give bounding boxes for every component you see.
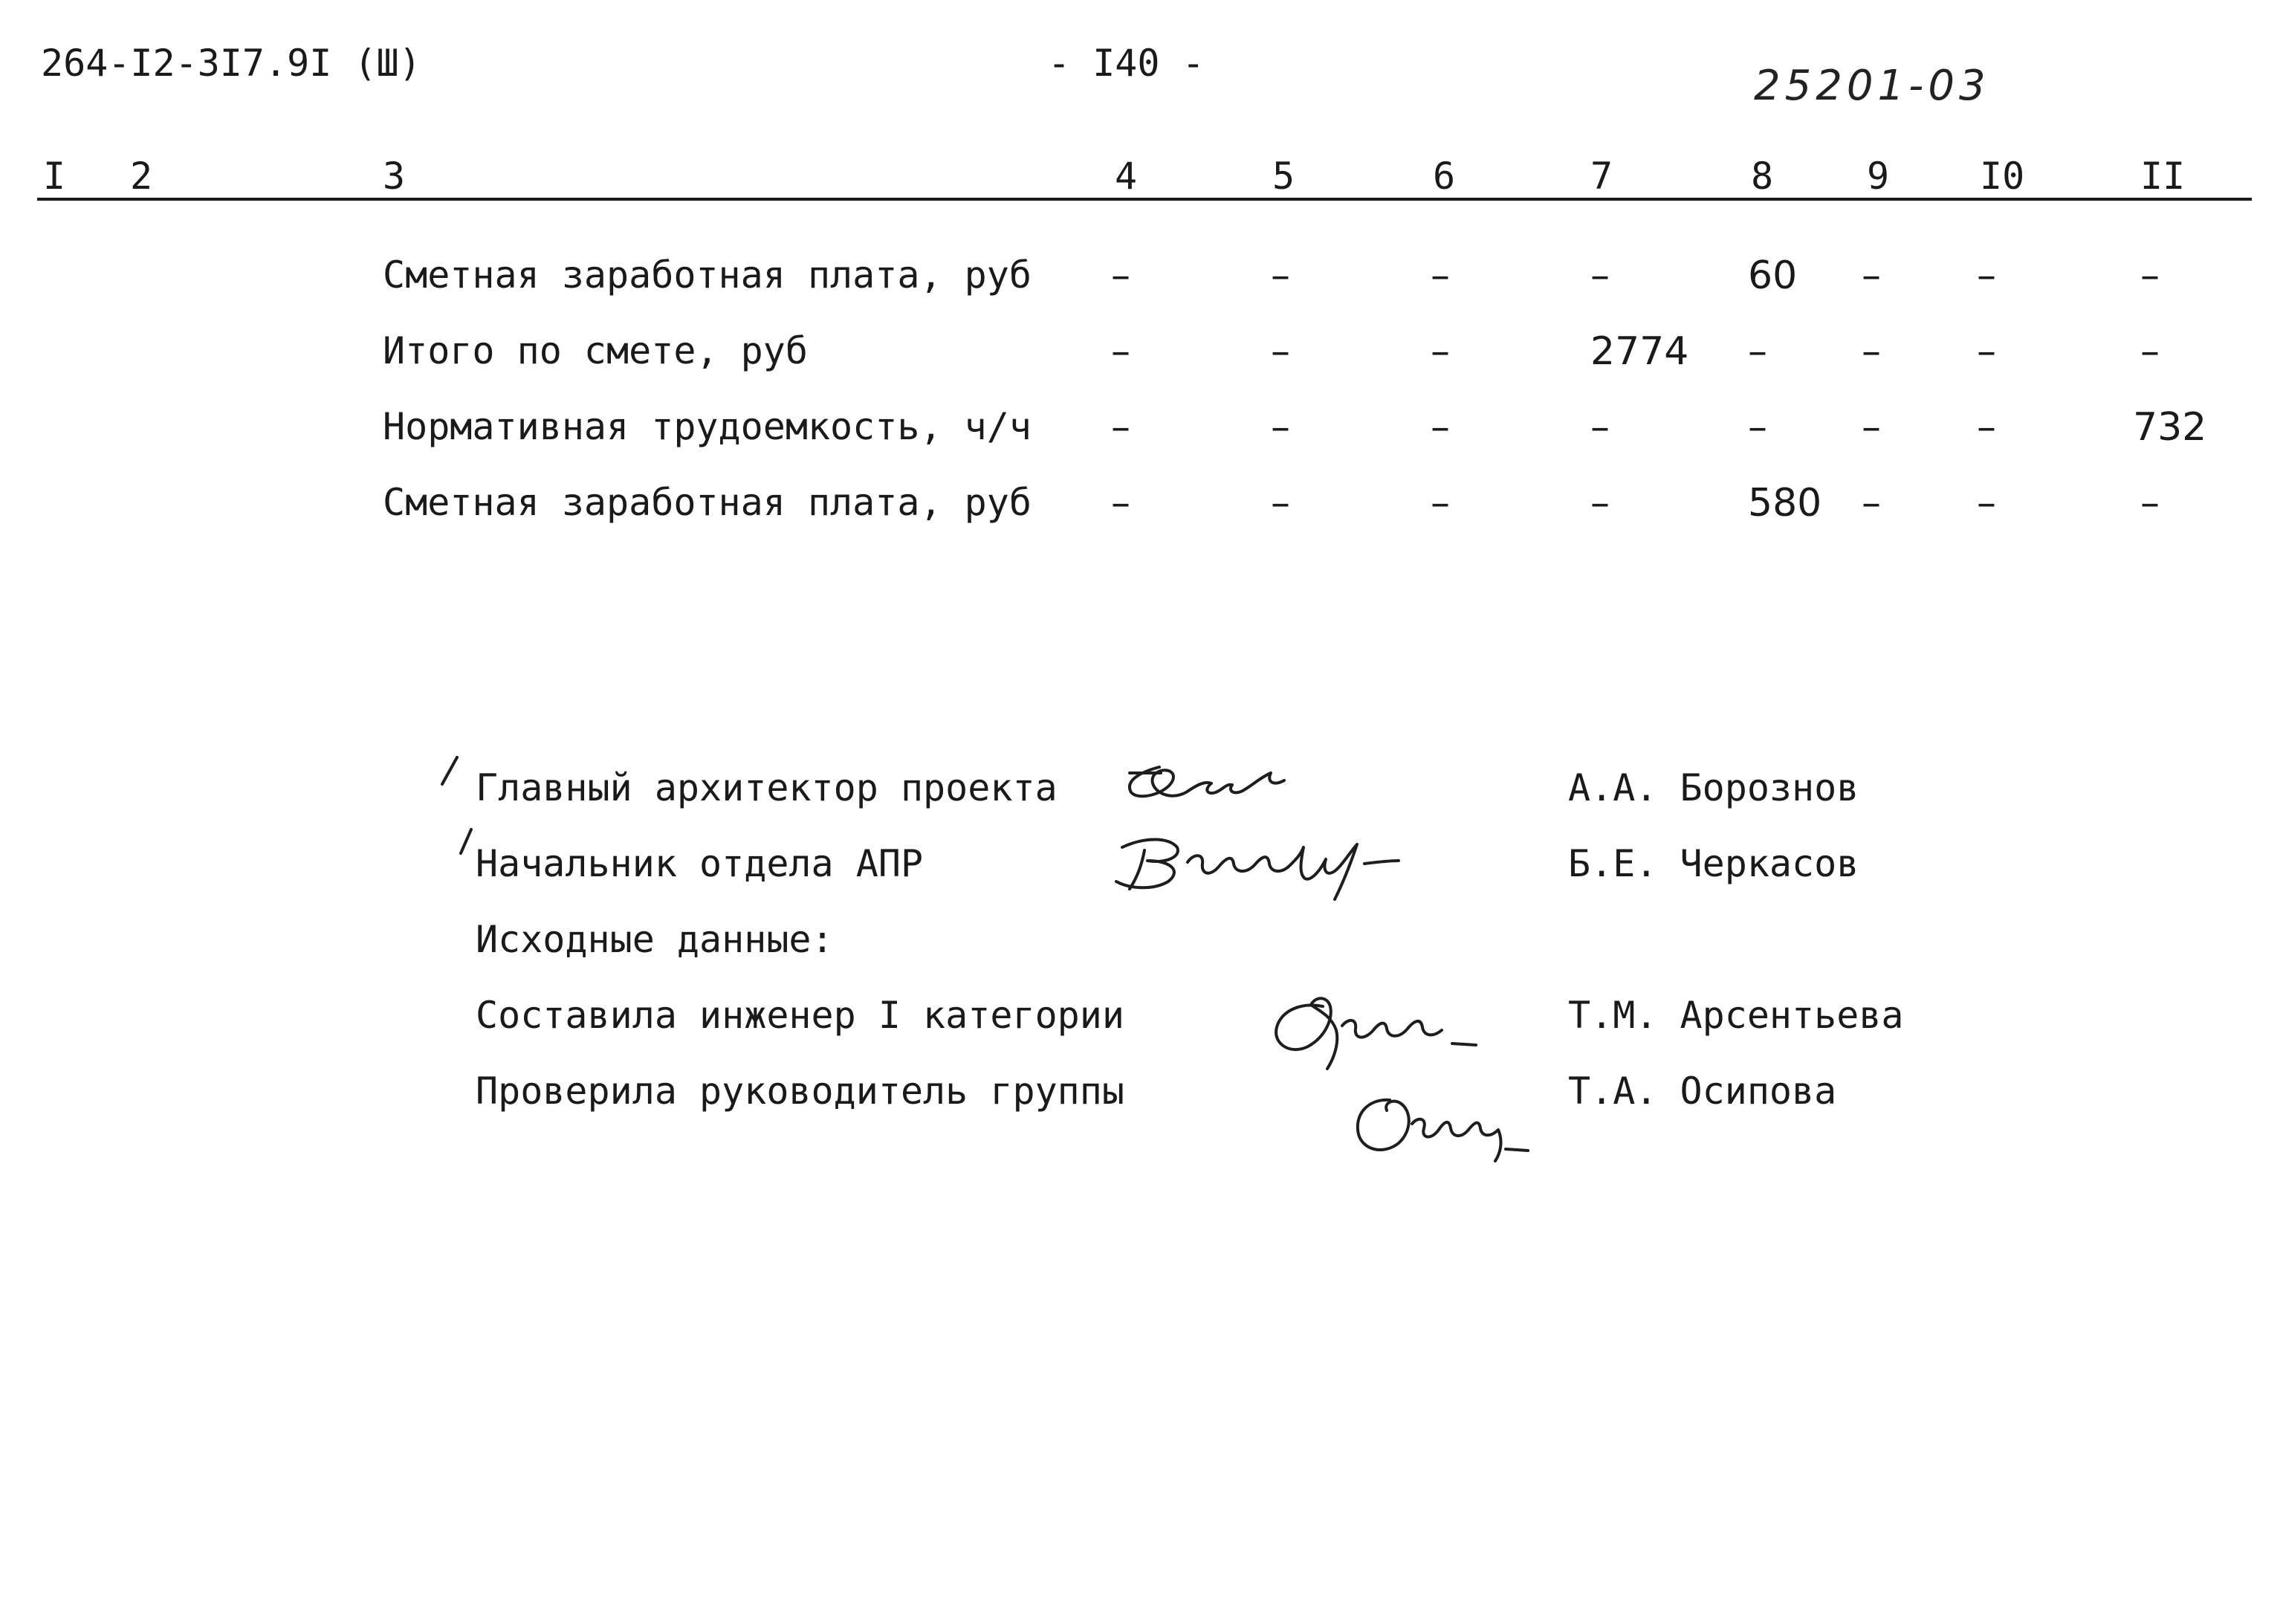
table-cell: 580	[1748, 481, 1822, 525]
table-cell: –	[1977, 253, 1996, 298]
signature-role: Главный архитектор проекта	[476, 766, 1058, 809]
table-cell: –	[1590, 405, 1610, 450]
column-header: 7	[1590, 155, 1613, 198]
signatory-name: Б.Е. Черкасов	[1568, 842, 1859, 885]
section-label: Исходные данные:	[476, 918, 834, 961]
table-cell: –	[1862, 481, 1881, 525]
page-number: - I40 -	[1048, 42, 1205, 85]
table-cell: –	[1590, 481, 1610, 525]
table-cell: –	[1977, 481, 1996, 525]
table-cell: –	[1111, 253, 1130, 298]
table-cell: –	[1590, 253, 1610, 298]
signatory-name: Т.А. Осипова	[1568, 1070, 1837, 1113]
table-cell: –	[2140, 253, 2160, 298]
check-tick-mark	[455, 826, 477, 860]
column-header: II	[2140, 155, 2186, 198]
row-label: Нормативная трудоемкость, ч/ч	[383, 405, 1032, 448]
table-cell: –	[1431, 405, 1450, 450]
document-code: 264-I2-3I7.9I (Ш)	[41, 42, 421, 85]
row-label: Сметная заработная плата, руб	[383, 481, 1032, 524]
row-label: Итого по смете, руб	[383, 329, 808, 372]
table-cell: 60	[1748, 253, 1798, 298]
signature-role: Составила инженер I категории	[476, 994, 1124, 1037]
table-cell: –	[1111, 481, 1130, 525]
table-cell: –	[1271, 481, 1290, 525]
table-cell: 2774	[1590, 329, 1689, 374]
table-cell: –	[1431, 329, 1450, 374]
table-cell: –	[1977, 329, 1996, 374]
signatory-name: Т.М. Арсентьева	[1568, 994, 1904, 1037]
table-cell: –	[1271, 253, 1290, 298]
column-header: 4	[1115, 155, 1138, 198]
column-header: I	[43, 155, 66, 198]
header-rule	[37, 198, 2252, 201]
table-cell: –	[1862, 405, 1881, 450]
column-header: 9	[1867, 155, 1890, 198]
column-header: 2	[130, 155, 153, 198]
table-cell: –	[1431, 253, 1450, 298]
signatory-name: А.А. Борознов	[1568, 766, 1859, 809]
signature-role: Начальник отдела АПР	[476, 842, 924, 885]
signature-scribble	[1100, 818, 1442, 914]
column-header: 8	[1751, 155, 1774, 198]
table-cell: –	[1748, 329, 1767, 374]
table-cell: –	[1111, 405, 1130, 450]
table-cell: –	[1862, 329, 1881, 374]
row-label: Сметная заработная плата, руб	[383, 253, 1032, 297]
table-cell: –	[1111, 329, 1130, 374]
table-cell: 732	[2133, 405, 2207, 450]
signature-scribble	[1338, 1078, 1553, 1174]
table-cell: –	[1271, 405, 1290, 450]
inventory-number: 25201-03	[1754, 62, 1990, 110]
table-cell: –	[1748, 405, 1767, 450]
column-header: 3	[383, 155, 406, 198]
table-cell: –	[2140, 481, 2160, 525]
signature-scribble	[1256, 981, 1509, 1078]
table-cell: –	[1977, 405, 1996, 450]
column-header: 6	[1433, 155, 1456, 198]
table-cell: –	[2140, 329, 2160, 374]
table-cell: –	[1431, 481, 1450, 525]
table-cell: –	[1271, 329, 1290, 374]
column-header: I0	[1980, 155, 2025, 198]
check-tick-mark	[435, 754, 464, 792]
signature-scribble	[1115, 751, 1338, 818]
column-header: 5	[1272, 155, 1295, 198]
table-cell: –	[1862, 253, 1881, 298]
signature-role: Проверила руководитель группы	[476, 1070, 1124, 1113]
